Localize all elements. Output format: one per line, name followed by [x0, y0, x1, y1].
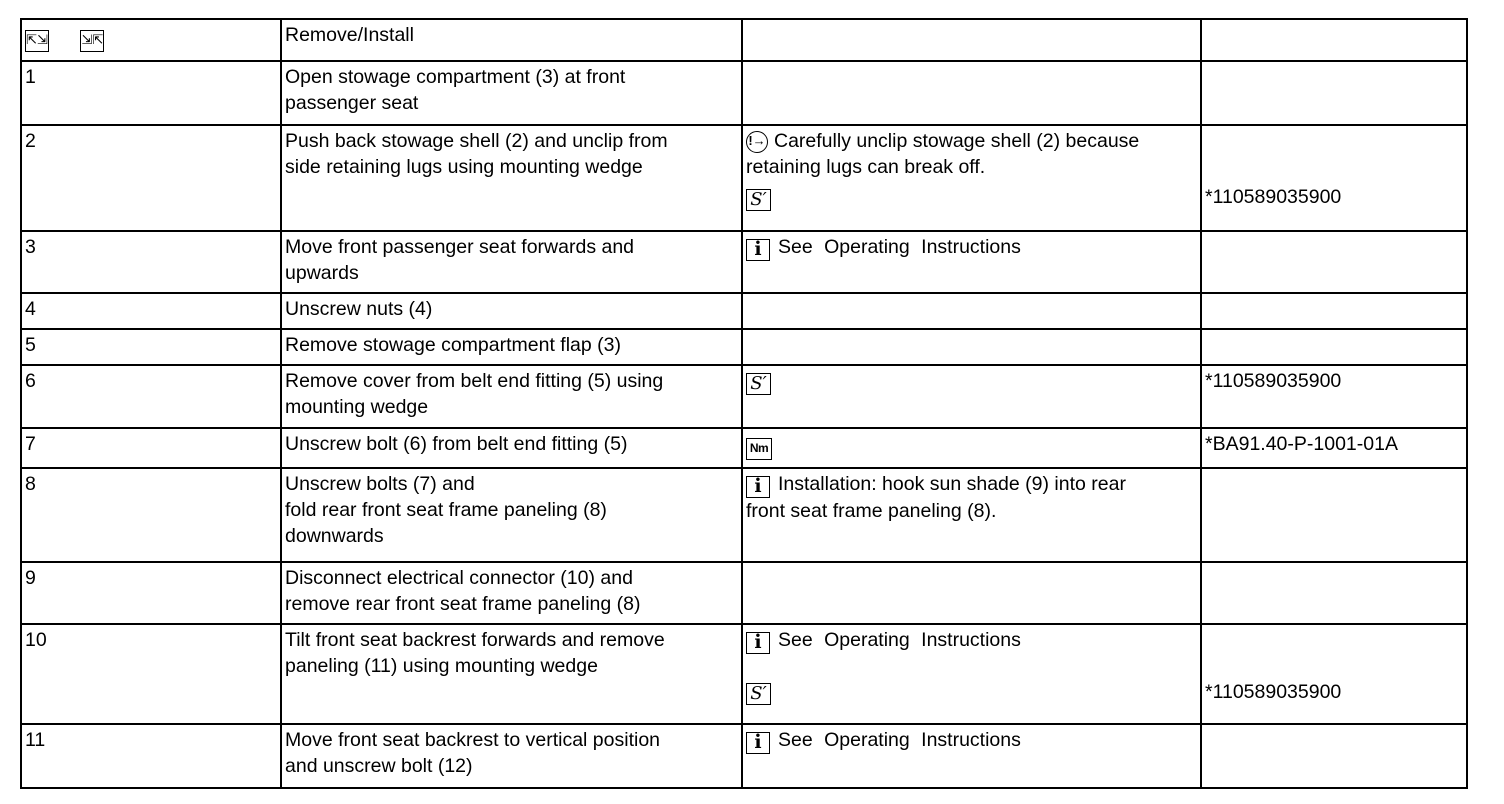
- table-row: [21, 293, 1467, 329]
- step-number: 4: [21, 293, 281, 329]
- table-row: [21, 428, 1467, 468]
- step-note: !→ Carefully unclip stowage shell (2) because retaining lugs can break off. S′: [742, 125, 1201, 231]
- tool-reference[interactable]: *110589035900: [1201, 365, 1467, 428]
- step-note: [742, 293, 1201, 329]
- step-ref: [1201, 329, 1467, 365]
- step-note: i Installation: hook sun shade (9) into rear front seat frame paneling (8).: [742, 468, 1201, 562]
- step-number: 7: [21, 428, 281, 468]
- step-ref: [1201, 61, 1467, 125]
- step-number: 6: [21, 365, 281, 428]
- step-ref: [1201, 724, 1467, 788]
- procedure-table: [20, 18, 1468, 789]
- step-note: [742, 61, 1201, 125]
- expand-icon[interactable]: ⇱⇲: [25, 30, 49, 52]
- step-note: i See Operating Instructions S′: [742, 624, 1201, 724]
- step-description: Remove cover from belt end fitting (5) using mounting wedge: [281, 365, 742, 428]
- special-tool-icon[interactable]: S′: [746, 189, 771, 211]
- header-title: Remove/Install: [281, 19, 742, 61]
- table-row: [21, 468, 1467, 562]
- step-ref: [1201, 125, 1467, 231]
- step-description: Move front passenger seat forwards and upwards: [281, 231, 742, 293]
- step-description: Push back stowage shell (2) and unclip from side retaining lugs using mounting wedge: [281, 125, 742, 231]
- table-row: [21, 329, 1467, 365]
- table-row: [21, 231, 1467, 293]
- info-icon[interactable]: i: [746, 732, 770, 754]
- step-number: 3: [21, 231, 281, 293]
- step-number: 8: [21, 468, 281, 562]
- step-description: Disconnect electrical connector (10) and remove rear front seat frame paneling (8): [281, 562, 742, 624]
- step-number: 5: [21, 329, 281, 365]
- tool-reference[interactable]: *110589035900: [1205, 681, 1342, 703]
- step-description: Unscrew bolt (6) from belt end fitting (5): [281, 428, 742, 468]
- step-note: i See Operating Instructions: [742, 724, 1201, 788]
- table-row: [21, 562, 1467, 624]
- table-row: [21, 61, 1467, 125]
- tool-reference[interactable]: *110589035900: [1205, 186, 1342, 208]
- info-icon[interactable]: i: [746, 239, 770, 261]
- step-description: Unscrew nuts (4): [281, 293, 742, 329]
- info-icon[interactable]: i: [746, 632, 770, 654]
- step-ref: [1201, 293, 1467, 329]
- torque-reference[interactable]: *BA91.40-P-1001-01A: [1201, 428, 1467, 468]
- header-note-cell: [742, 19, 1201, 61]
- header-row: [21, 19, 1467, 61]
- step-number: 10: [21, 624, 281, 724]
- step-note: [742, 365, 1201, 428]
- table-row: [21, 365, 1467, 428]
- table-row: [21, 724, 1467, 788]
- caution-icon: !→: [746, 131, 768, 153]
- table-row: [21, 125, 1467, 231]
- step-note: [742, 428, 1201, 468]
- step-number: 1: [21, 61, 281, 125]
- step-ref: [1201, 562, 1467, 624]
- special-tool-icon[interactable]: S′: [746, 373, 771, 395]
- step-ref: [1201, 468, 1467, 562]
- step-number: 11: [21, 724, 281, 788]
- collapse-icon[interactable]: ⇲⇱: [80, 30, 104, 52]
- info-icon[interactable]: i: [746, 476, 770, 498]
- special-tool-icon[interactable]: S′: [746, 683, 771, 705]
- step-description: Remove stowage compartment flap (3): [281, 329, 742, 365]
- step-note: [742, 562, 1201, 624]
- step-note: i See Operating Instructions: [742, 231, 1201, 293]
- step-number: 9: [21, 562, 281, 624]
- step-number: 2: [21, 125, 281, 231]
- table-row: [21, 624, 1467, 724]
- step-description: Move front seat backrest to vertical position and unscrew bolt (12): [281, 724, 742, 788]
- torque-nm-icon[interactable]: Nm: [746, 438, 772, 460]
- step-description: Open stowage compartment (3) at front passenger seat: [281, 61, 742, 125]
- step-description: Unscrew bolts (7) and fold rear front seat frame paneling (8) downwards: [281, 468, 742, 562]
- step-ref: [1201, 231, 1467, 293]
- step-note: [742, 329, 1201, 365]
- header-icons-cell: [21, 19, 281, 61]
- step-ref: [1201, 624, 1467, 724]
- step-description: Tilt front seat backrest forwards and remove paneling (11) using mounting wedge: [281, 624, 742, 724]
- header-ref-cell: [1201, 19, 1467, 61]
